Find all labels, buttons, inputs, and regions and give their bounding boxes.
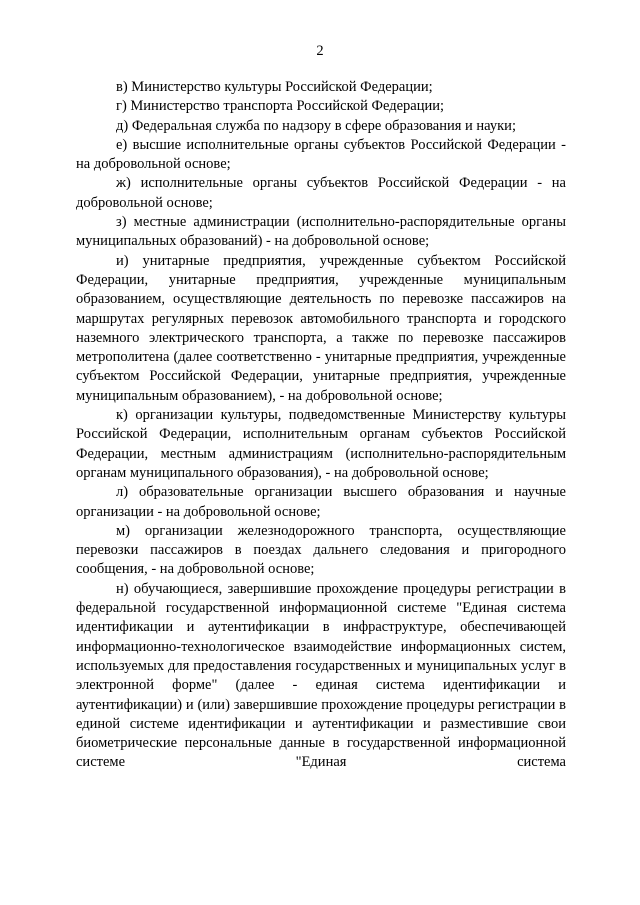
list-item-z: з) местные администрации (исполнительно-распорядительные органы муниципальных образований) - на добровольной основе; bbox=[76, 214, 566, 250]
list-item-k: к) организации культуры, подведомственные Министерству культуры Российской Федерации, исполнительным органам субъектов Российской Федерации, местным администрациям (исполнительно-распорядительным органам муниципального образования), - на добровольной основе; bbox=[76, 407, 566, 481]
list-item-zh: ж) исполнительные органы субъектов Российской Федерации - на добровольной основе; bbox=[76, 175, 566, 211]
list-item-m: м) организации железнодорожного транспорта, осуществляющие перевозки пассажиров в поездах дальнего следования и пригородного сообщения, - на добровольной основе; bbox=[76, 522, 566, 578]
document-body bbox=[76, 78, 566, 773]
list-item-v: в) Министерство культуры Российской Федерации; bbox=[116, 79, 433, 95]
list-item-e: е) высшие исполнительные органы субъектов Российской Федерации - на добровольной основе; bbox=[76, 136, 566, 173]
list-item-n: н) обучающиеся, завершившие прохождение процедуры регистрации в федеральной государственной информационной системе "Единая система идентификации и аутентификации в инфраструктуре, обеспечивающей информационно-технологическое взаимодействие информационных систем, используемых для предоставления государственных и муниципальных услуг в электронной форме" (далее - единая система идентификации и аутентификации) и (или) завершившие прохождение процедуры регистрации в единой системе идентификации и аутентификации и разместившие свои биометрические персональные данные в государственной информационной системе "Единая система bbox=[76, 580, 566, 771]
list-item-d: д) Федеральная служба по надзору в сфере образования и науки; bbox=[116, 117, 516, 134]
list-item-g: г) Министерство транспорта Российской Федерации; bbox=[116, 98, 445, 115]
list-item-i: и) унитарные предприятия, учрежденные субъектом Российской Федерации, унитарные предприятия, учрежденные муниципальным образованием, осуществляющие деятельность по перевозке пассажиров на маршрутах регулярных перевозок автомобильного транспорта и городского наземного электрического транспорта, а также по перевозке пассажиров метрополитена (далее соответственно - унитарные предприятия, учрежденные субъектом Российской Федерации, унитарные предприятия, учрежденные муниципальным образованием), - на добровольной основе; bbox=[76, 252, 566, 404]
page-number: 2 bbox=[316, 43, 324, 59]
list-item-l: л) образовательные организации высшего образования и научные организации - на добровольной основе; bbox=[76, 484, 566, 520]
